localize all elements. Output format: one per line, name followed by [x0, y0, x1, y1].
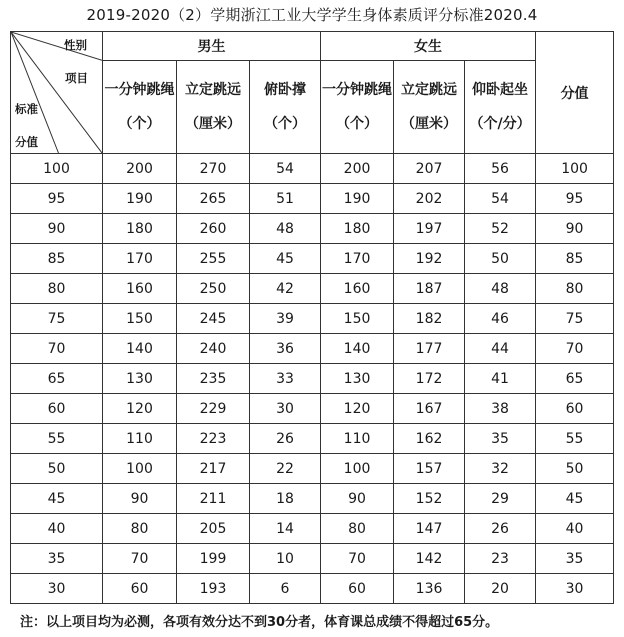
score-value-cell: 65: [536, 364, 614, 394]
female-jump-cell: 142: [394, 544, 465, 574]
male-jump-cell: 250: [177, 274, 250, 304]
female-jump-cell: 172: [394, 364, 465, 394]
male-rope-cell: 80: [103, 514, 177, 544]
male-rope-cell: 100: [103, 454, 177, 484]
female-group-header: 女生: [321, 32, 536, 61]
male-jump-cell: 240: [177, 334, 250, 364]
female-rope-cell: 150: [321, 304, 394, 334]
corner-gender-label: 性别: [64, 38, 87, 52]
row-score-cell: 30: [11, 574, 103, 604]
male-pushup-cell: 42: [250, 274, 321, 304]
score-value-cell: 45: [536, 484, 614, 514]
male-pushup-cell: 14: [250, 514, 321, 544]
column-name: 俯卧撑: [264, 82, 307, 98]
female-rope-cell: 90: [321, 484, 394, 514]
male-rope-cell: 180: [103, 214, 177, 244]
score-value-cell: 100: [536, 154, 614, 184]
table-row: [11, 214, 614, 244]
female-situp-cell: 41: [465, 364, 536, 394]
female-rope-cell: 170: [321, 244, 394, 274]
column-unit: （厘米）: [185, 116, 241, 132]
female-jump-cell: 152: [394, 484, 465, 514]
male-rope-skipping-header: [103, 61, 177, 154]
table-row: [11, 454, 614, 484]
score-value-cell: 90: [536, 214, 614, 244]
female-situp-cell: 46: [465, 304, 536, 334]
male-jump-cell: 270: [177, 154, 250, 184]
table-row: [11, 304, 614, 334]
table-row: [11, 334, 614, 364]
female-rope-cell: 80: [321, 514, 394, 544]
female-jump-cell: 187: [394, 274, 465, 304]
score-value-cell: 55: [536, 424, 614, 454]
female-rope-cell: 120: [321, 394, 394, 424]
column-name: 一分钟跳绳: [104, 82, 175, 98]
female-rope-cell: 140: [321, 334, 394, 364]
female-rope-cell: 60: [321, 574, 394, 604]
row-score-cell: 90: [11, 214, 103, 244]
female-rope-cell: 100: [321, 454, 394, 484]
male-long-jump-header: [177, 61, 250, 154]
table-row: [11, 244, 614, 274]
score-value-cell: 80: [536, 274, 614, 304]
score-value-cell: 50: [536, 454, 614, 484]
male-group-header: 男生: [103, 32, 321, 61]
column-unit: （个/分）: [469, 116, 531, 132]
male-rope-cell: 120: [103, 394, 177, 424]
header-row-groups: [11, 32, 614, 61]
score-value-cell: 95: [536, 184, 614, 214]
score-column-header: 分值: [536, 32, 614, 154]
row-score-cell: 75: [11, 304, 103, 334]
column-name: 立定跳远: [401, 82, 458, 98]
male-rope-cell: 110: [103, 424, 177, 454]
row-score-cell: 50: [11, 454, 103, 484]
score-value-cell: 75: [536, 304, 614, 334]
male-rope-cell: 150: [103, 304, 177, 334]
female-rope-cell: 190: [321, 184, 394, 214]
female-situp-cell: 50: [465, 244, 536, 274]
male-jump-cell: 229: [177, 394, 250, 424]
score-value-cell: 40: [536, 514, 614, 544]
footnote: 注：以上项目均为必测，各项有效分达不到30分者，体育课总成绩不得超过65分。: [20, 615, 499, 630]
table-row: [11, 514, 614, 544]
female-jump-cell: 147: [394, 514, 465, 544]
female-jump-cell: 197: [394, 214, 465, 244]
male-pushup-cell: 6: [250, 574, 321, 604]
male-rope-cell: 70: [103, 544, 177, 574]
score-value-cell: 60: [536, 394, 614, 424]
female-jump-cell: 177: [394, 334, 465, 364]
table-row: [11, 484, 614, 514]
male-rope-cell: 170: [103, 244, 177, 274]
table-row: [11, 274, 614, 304]
column-name: 立定跳远: [185, 82, 241, 98]
female-situp-cell: 20: [465, 574, 536, 604]
female-jump-cell: 157: [394, 454, 465, 484]
male-jump-cell: 211: [177, 484, 250, 514]
male-jump-cell: 193: [177, 574, 250, 604]
row-score-cell: 45: [11, 484, 103, 514]
row-score-cell: 100: [11, 154, 103, 184]
female-jump-cell: 182: [394, 304, 465, 334]
female-situp-cell: 44: [465, 334, 536, 364]
table-row: [11, 424, 614, 454]
female-jump-cell: 202: [394, 184, 465, 214]
female-situp-cell: 29: [465, 484, 536, 514]
male-pushup-cell: 39: [250, 304, 321, 334]
female-situp-cell: 52: [465, 214, 536, 244]
column-name: 一分钟跳绳: [322, 82, 393, 98]
male-jump-cell: 205: [177, 514, 250, 544]
male-rope-cell: 90: [103, 484, 177, 514]
female-rope-cell: 110: [321, 424, 394, 454]
male-jump-cell: 217: [177, 454, 250, 484]
row-score-cell: 80: [11, 274, 103, 304]
table-row: [11, 394, 614, 424]
female-situp-cell: 48: [465, 274, 536, 304]
male-jump-cell: 235: [177, 364, 250, 394]
male-pushup-cell: 54: [250, 154, 321, 184]
female-situp-cell: 32: [465, 454, 536, 484]
male-jump-cell: 265: [177, 184, 250, 214]
female-situp-cell: 23: [465, 544, 536, 574]
female-jump-cell: 207: [394, 154, 465, 184]
score-value-cell: 35: [536, 544, 614, 574]
male-jump-cell: 255: [177, 244, 250, 274]
corner-standard-label: 标准: [15, 102, 38, 116]
score-standard-table: [10, 31, 614, 604]
female-rope-cell: 180: [321, 214, 394, 244]
male-pushup-cell: 26: [250, 424, 321, 454]
female-rope-cell: 70: [321, 544, 394, 574]
row-score-cell: 95: [11, 184, 103, 214]
column-unit: （个）: [336, 116, 379, 132]
corner-score-label: 分值: [15, 135, 38, 149]
table-row: [11, 574, 614, 604]
male-rope-cell: 190: [103, 184, 177, 214]
female-rope-cell: 160: [321, 274, 394, 304]
male-pushup-cell: 10: [250, 544, 321, 574]
female-jump-cell: 162: [394, 424, 465, 454]
page-title: 2019-2020（2）学期浙江工业大学学生身体素质评分标准2020.4: [86, 6, 538, 24]
male-jump-cell: 223: [177, 424, 250, 454]
female-jump-cell: 192: [394, 244, 465, 274]
male-pushup-cell: 48: [250, 214, 321, 244]
male-pushup-header: [250, 61, 321, 154]
male-pushup-cell: 36: [250, 334, 321, 364]
male-pushup-cell: 33: [250, 364, 321, 394]
table-row: [11, 364, 614, 394]
female-situp-cell: 54: [465, 184, 536, 214]
female-long-jump-header: [394, 61, 465, 154]
row-score-cell: 55: [11, 424, 103, 454]
female-jump-cell: 136: [394, 574, 465, 604]
row-score-cell: 35: [11, 544, 103, 574]
score-value-cell: 30: [536, 574, 614, 604]
female-rope-cell: 130: [321, 364, 394, 394]
column-unit: （个）: [118, 116, 161, 132]
row-score-cell: 85: [11, 244, 103, 274]
male-pushup-cell: 18: [250, 484, 321, 514]
female-situp-cell: 56: [465, 154, 536, 184]
female-situp-cell: 35: [465, 424, 536, 454]
male-pushup-cell: 51: [250, 184, 321, 214]
male-rope-cell: 140: [103, 334, 177, 364]
female-rope-cell: 200: [321, 154, 394, 184]
row-score-cell: 60: [11, 394, 103, 424]
column-unit: （个）: [264, 116, 307, 132]
male-rope-cell: 130: [103, 364, 177, 394]
row-score-cell: 65: [11, 364, 103, 394]
male-pushup-cell: 30: [250, 394, 321, 424]
corner-item-label: 项目: [65, 71, 88, 85]
column-name: 仰卧起坐: [472, 82, 529, 98]
score-value-cell: 85: [536, 244, 614, 274]
male-jump-cell: 260: [177, 214, 250, 244]
female-situp-cell: 38: [465, 394, 536, 424]
column-unit: （厘米）: [401, 116, 458, 132]
male-rope-cell: 60: [103, 574, 177, 604]
row-score-cell: 40: [11, 514, 103, 544]
female-jump-cell: 167: [394, 394, 465, 424]
table-row: [11, 544, 614, 574]
table-row: [11, 154, 614, 184]
male-rope-cell: 160: [103, 274, 177, 304]
female-rope-skipping-header: [321, 61, 394, 154]
diagonal-corner-header: [11, 32, 103, 154]
male-pushup-cell: 22: [250, 454, 321, 484]
score-value-cell: 70: [536, 334, 614, 364]
male-jump-cell: 245: [177, 304, 250, 334]
male-pushup-cell: 45: [250, 244, 321, 274]
male-rope-cell: 200: [103, 154, 177, 184]
table-row: [11, 184, 614, 214]
female-situp-cell: 26: [465, 514, 536, 544]
female-situp-header: [465, 61, 536, 154]
table-body: [11, 154, 614, 604]
row-score-cell: 70: [11, 334, 103, 364]
male-jump-cell: 199: [177, 544, 250, 574]
